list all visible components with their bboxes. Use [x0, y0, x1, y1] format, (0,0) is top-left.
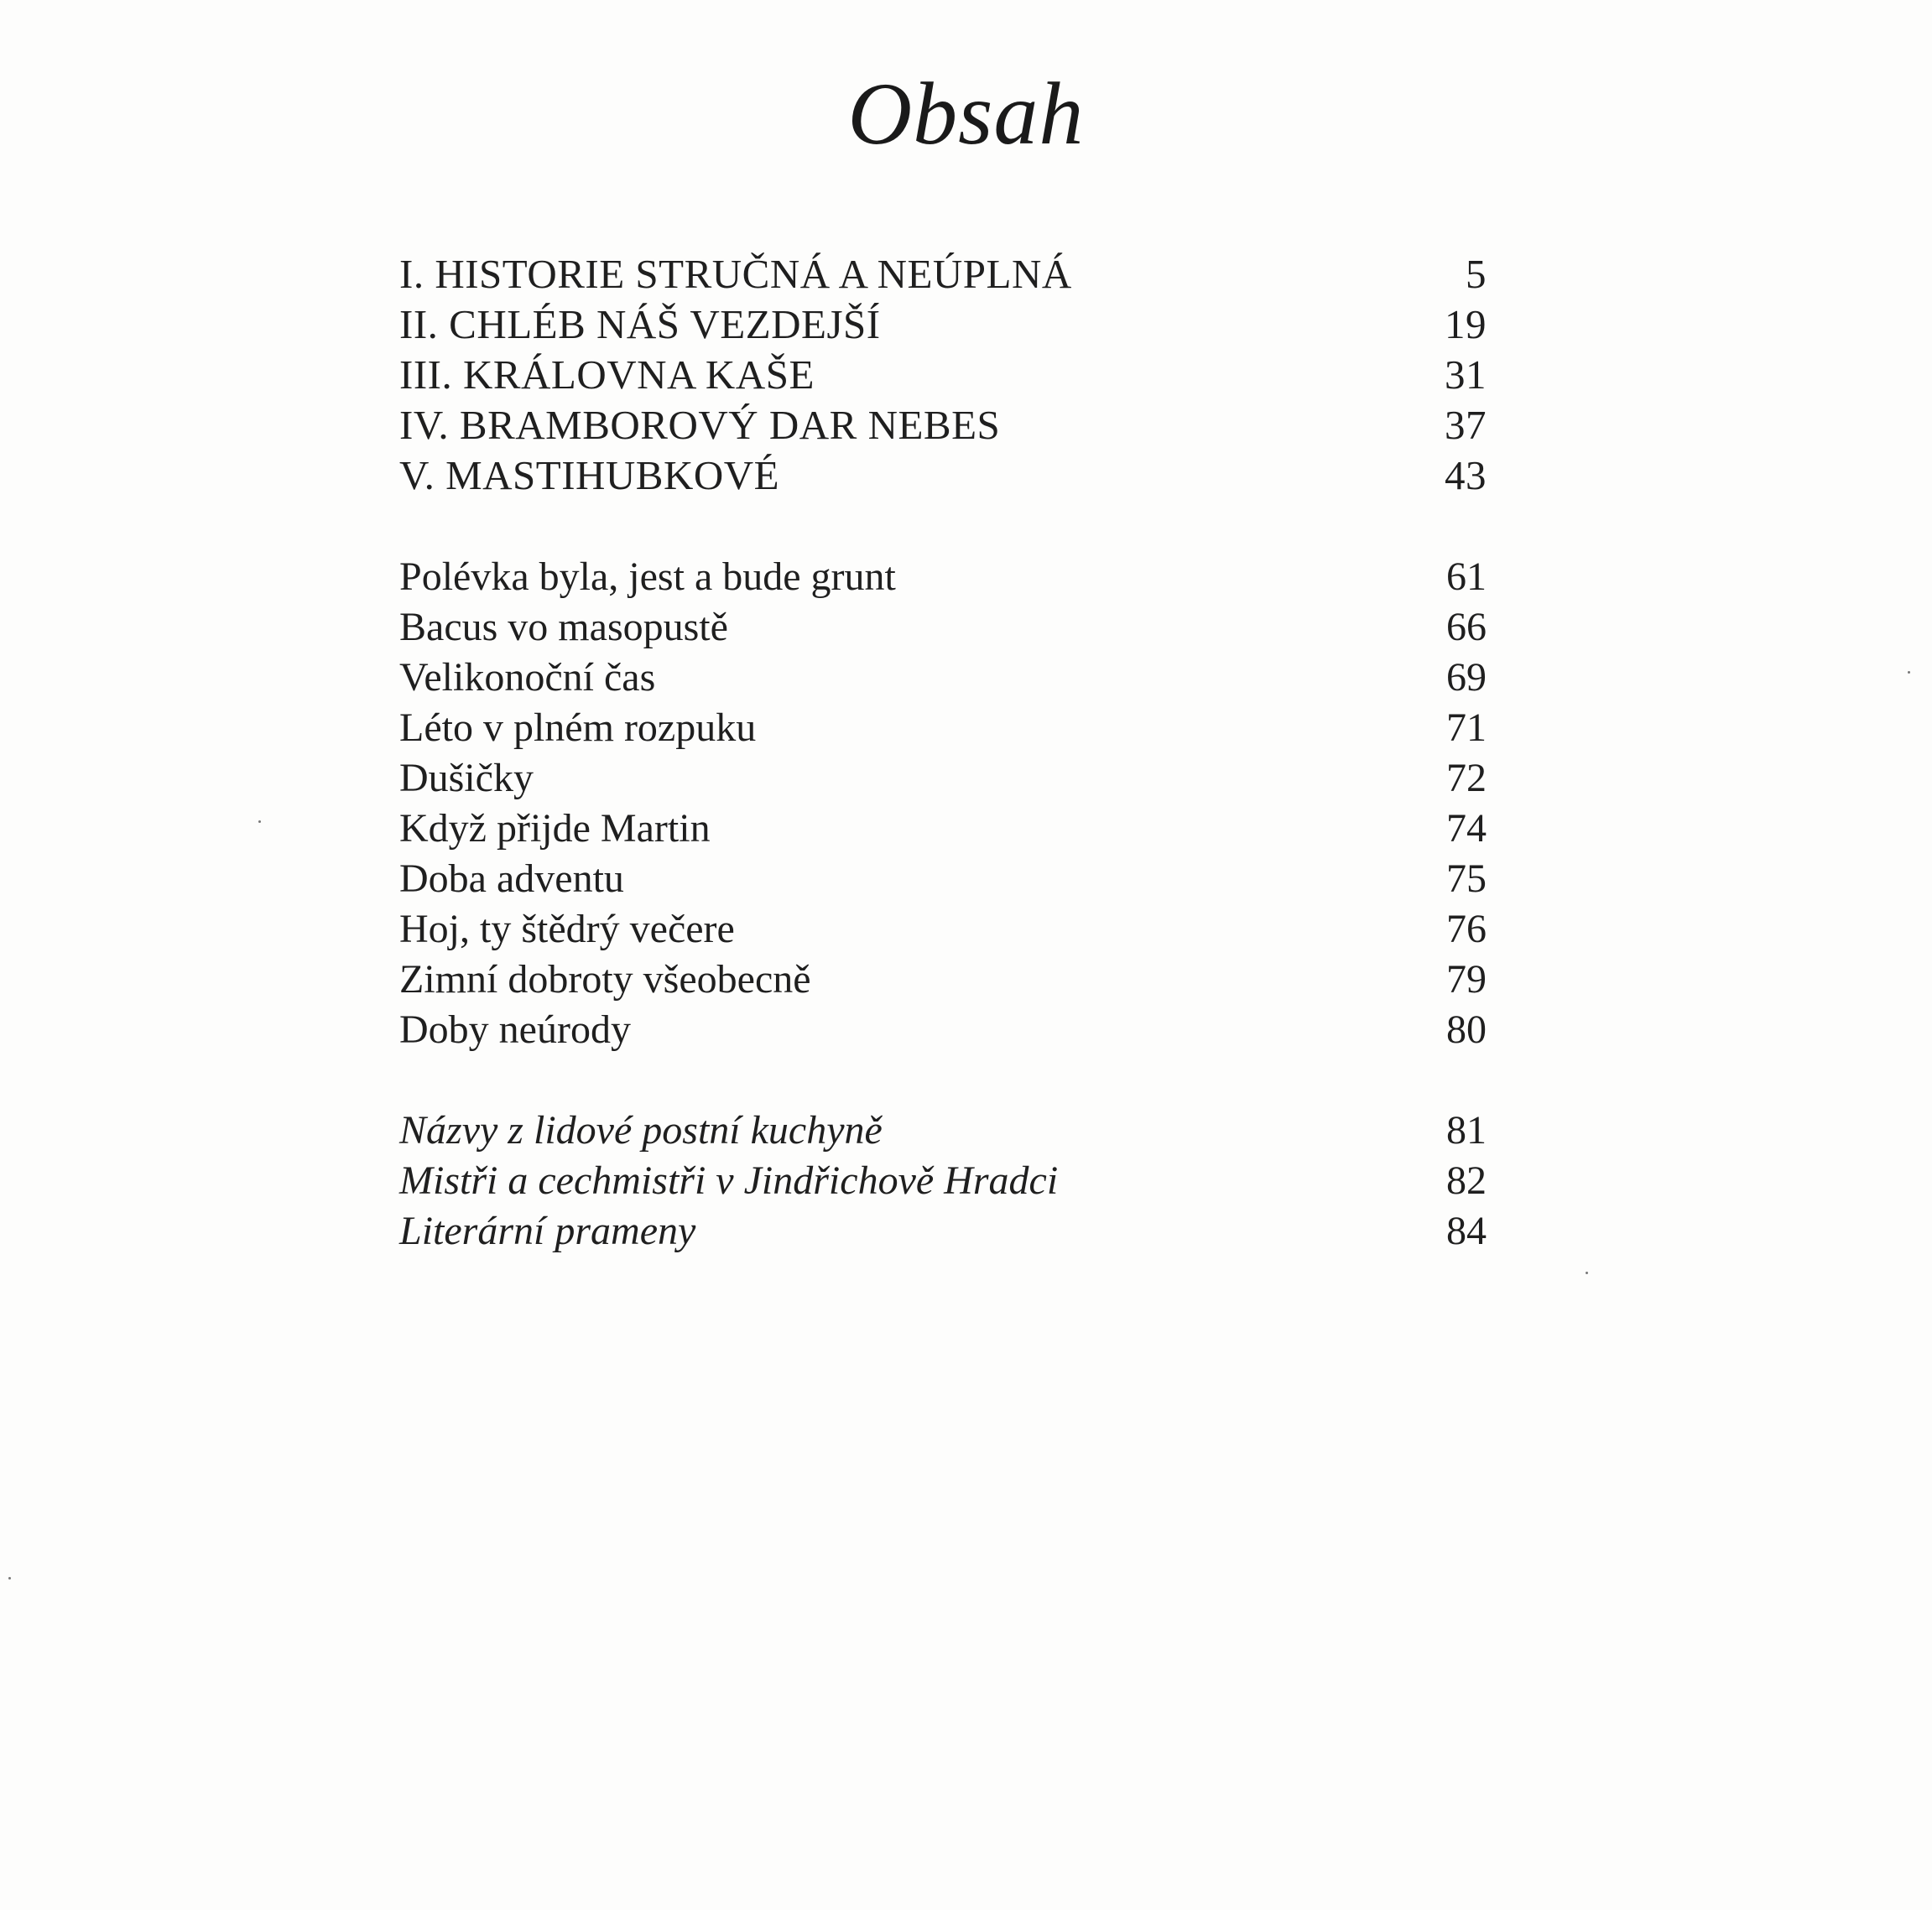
toc-entry [399, 906, 1490, 956]
toc-entry [399, 1107, 1490, 1158]
toc-entry-page: 75 [1446, 856, 1487, 901]
toc-entry-label: Mistři a cechmistři v Jindřichově Hradci [399, 1158, 1059, 1203]
toc-entry-page: 43 [1445, 452, 1487, 498]
toc-entry-page: 84 [1446, 1209, 1487, 1253]
toc-section-seasons [399, 554, 1490, 1057]
toc-entry-label: Literární prameny [399, 1209, 696, 1253]
toc-entry-page: 72 [1446, 756, 1487, 800]
toc-entry [399, 956, 1490, 1007]
toc-entry [399, 604, 1490, 654]
toc-entry-page: 81 [1446, 1108, 1487, 1153]
toc-entry-label: Doba adventu [399, 856, 624, 901]
toc-entry [399, 755, 1490, 805]
toc-entry-page: 19 [1445, 301, 1487, 347]
toc-entry-label: II. CHLÉB NÁŠ VEZDEJŠÍ [399, 301, 881, 347]
toc-entry-label: Když přijde Martin [399, 806, 711, 851]
toc-entry [399, 351, 1490, 401]
toc-entry-page: 82 [1446, 1158, 1487, 1203]
page-title: Obsah [847, 65, 1085, 163]
toc-entry-label: III. KRÁLOVNA KAŠE [399, 351, 815, 398]
toc-entry-label: Názvy z lidové postní kuchyně [399, 1108, 883, 1153]
toc-entry-label: Bacus vo masopustě [399, 605, 728, 649]
toc-entry-label: Polévka byla, jest a bude grunt [399, 554, 896, 599]
toc-entry-page: 69 [1446, 655, 1487, 700]
toc-entry-page: 74 [1446, 806, 1487, 851]
toc-entry-label: Léto v plném rozpuku [399, 705, 757, 750]
toc-entry-page: 61 [1446, 554, 1487, 599]
toc-entry [399, 1158, 1490, 1208]
toc-entry [399, 1007, 1490, 1057]
toc-entry-page: 37 [1445, 402, 1487, 448]
toc-entry [399, 250, 1490, 300]
toc-entry-page: 80 [1446, 1007, 1487, 1052]
toc-entry [399, 1208, 1490, 1258]
toc-entry [399, 856, 1490, 906]
scan-speck [1908, 671, 1910, 674]
toc-entry-label: I. HISTORIE STRUČNÁ A NEÚPLNÁ [399, 251, 1072, 297]
toc-entry [399, 654, 1490, 705]
toc-entry [399, 401, 1490, 451]
toc-entry-page: 76 [1446, 907, 1487, 951]
scan-speck [258, 820, 261, 823]
toc-entry-page: 71 [1446, 705, 1487, 750]
scan-speck [8, 1577, 11, 1580]
toc-entry-label: Doby neúrody [399, 1007, 631, 1052]
toc-entry-label: Dušičky [399, 756, 534, 800]
toc-entry-page: 5 [1466, 251, 1487, 297]
toc-entry-label: Zimní dobroty všeobecně [399, 957, 811, 1002]
toc-entry [399, 805, 1490, 856]
toc-entry [399, 705, 1490, 755]
toc-entry-label: V. MASTIHUBKOVÉ [399, 452, 780, 498]
toc-section-chapters [399, 250, 1490, 502]
toc-entry [399, 554, 1490, 604]
toc-entry-label: Hoj, ty štědrý večere [399, 907, 735, 951]
toc-entry [399, 300, 1490, 351]
toc-entry-page: 79 [1446, 957, 1487, 1002]
toc-entry-label: Velikonoční čas [399, 655, 656, 700]
toc-entry-page: 31 [1445, 351, 1487, 398]
toc-section-appendix [399, 1107, 1490, 1258]
scan-speck [1586, 1272, 1588, 1274]
toc-entry-page: 66 [1446, 605, 1487, 649]
toc-entry-label: IV. BRAMBOROVÝ DAR NEBES [399, 402, 1001, 448]
toc-entry [399, 451, 1490, 502]
